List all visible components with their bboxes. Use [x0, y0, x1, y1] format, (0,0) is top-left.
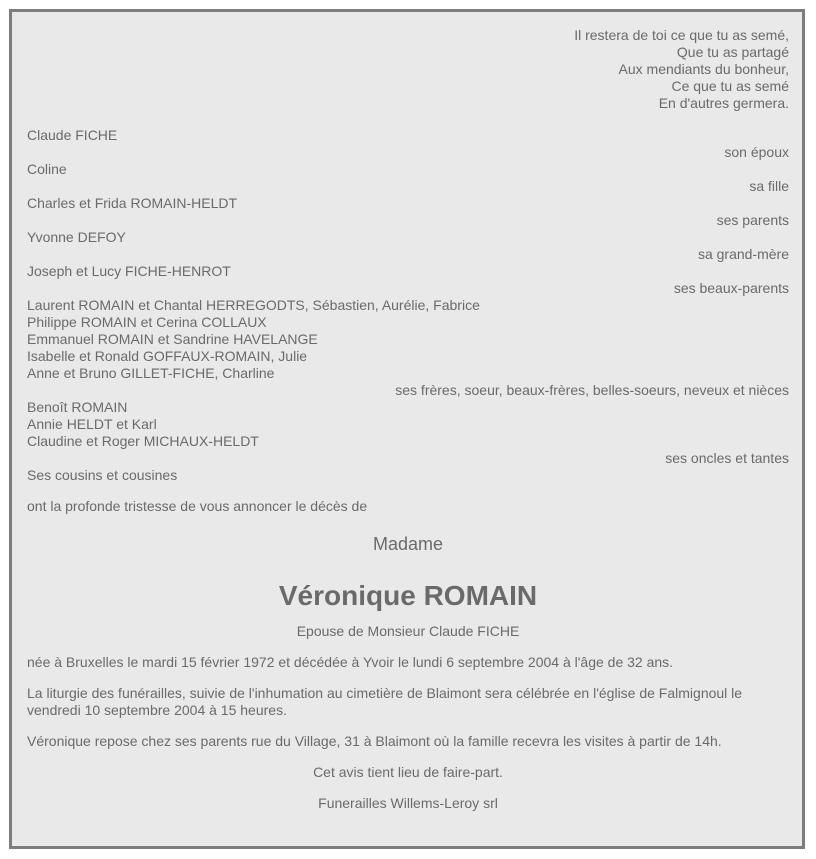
family-relation: son époux: [724, 144, 789, 160]
announcement: ont la profonde tristesse de vous annoncer le décès de: [27, 498, 368, 514]
poem-line: Ce que tu as semé: [671, 78, 789, 94]
family-name: Charles et Frida ROMAIN-HELDT: [27, 195, 238, 211]
family-relation: ses frères, soeur, beaux-frères, belles-soeurs, neveux et nièces: [395, 382, 789, 398]
family-name: Yvonne DEFOY: [27, 229, 126, 245]
funeral-details: La liturgie des funérailles, suivie de l'inhumation au cimetière de Blaimont sera célébrée en l'église de Falmignoul le vendredi 10 septembre 2004 à 15 heures.: [27, 685, 743, 718]
cousins-line: Ses cousins et cousines: [27, 467, 178, 483]
spouse-line: Epouse de Monsieur Claude FICHE: [296, 623, 520, 639]
poem-line: Que tu as partagé: [676, 44, 789, 60]
family-name: Benoît ROMAIN: [27, 399, 128, 415]
family-name: Laurent ROMAIN et Chantal HERREGODTS, Sébastien, Aurélie, Fabrice: [27, 297, 480, 313]
poem: [27, 27, 789, 112]
poem-line: Aux mendiants du bonheur,: [618, 61, 789, 77]
family-name: Joseph et Lucy FICHE-HENROT: [27, 263, 231, 279]
undertaker: Funerailles Willems-Leroy srl: [318, 795, 498, 811]
family-name: Emmanuel ROMAIN et Sandrine HAVELANGE: [27, 331, 318, 347]
family-name: Anne et Bruno GILLET-FICHE, Charline: [27, 365, 275, 381]
family-name: Claude FICHE: [27, 127, 118, 143]
death-notice-frame: [9, 9, 805, 849]
family-relation: ses beaux-parents: [673, 280, 789, 296]
notice-line: Cet avis tient lieu de faire-part.: [313, 764, 503, 780]
poem-line: En d'autres germera.: [658, 95, 789, 111]
honorific: Madame: [372, 534, 444, 554]
birth-death-line: née à Bruxelles le mardi 15 février 1972 et décédée à Yvoir le lundi 6 septembre 2004 à l'âge de 32 ans.: [27, 654, 674, 670]
family-name: Coline: [27, 161, 67, 177]
deceased-name: Véronique ROMAIN: [278, 580, 538, 611]
family-list: [27, 127, 789, 484]
family-name: Annie HELDT et Karl: [27, 416, 157, 432]
visits-info: Véronique repose chez ses parents rue du Village, 31 à Blaimont où la famille recevra les visites à partir de 14h.: [27, 733, 722, 749]
poem-line: Il restera de toi ce que tu as semé,: [574, 27, 789, 43]
family-name: Isabelle et Ronald GOFFAUX-ROMAIN, Julie: [27, 348, 308, 364]
notice-content: [27, 27, 789, 812]
family-name: Philippe ROMAIN et Cerina COLLAUX: [27, 314, 267, 330]
family-name: Claudine et Roger MICHAUX-HELDT: [27, 433, 259, 449]
family-relation: sa fille: [749, 178, 789, 194]
family-relation: sa grand-mère: [697, 246, 789, 262]
family-relation: ses parents: [716, 212, 789, 228]
family-relation: ses oncles et tantes: [665, 450, 789, 466]
